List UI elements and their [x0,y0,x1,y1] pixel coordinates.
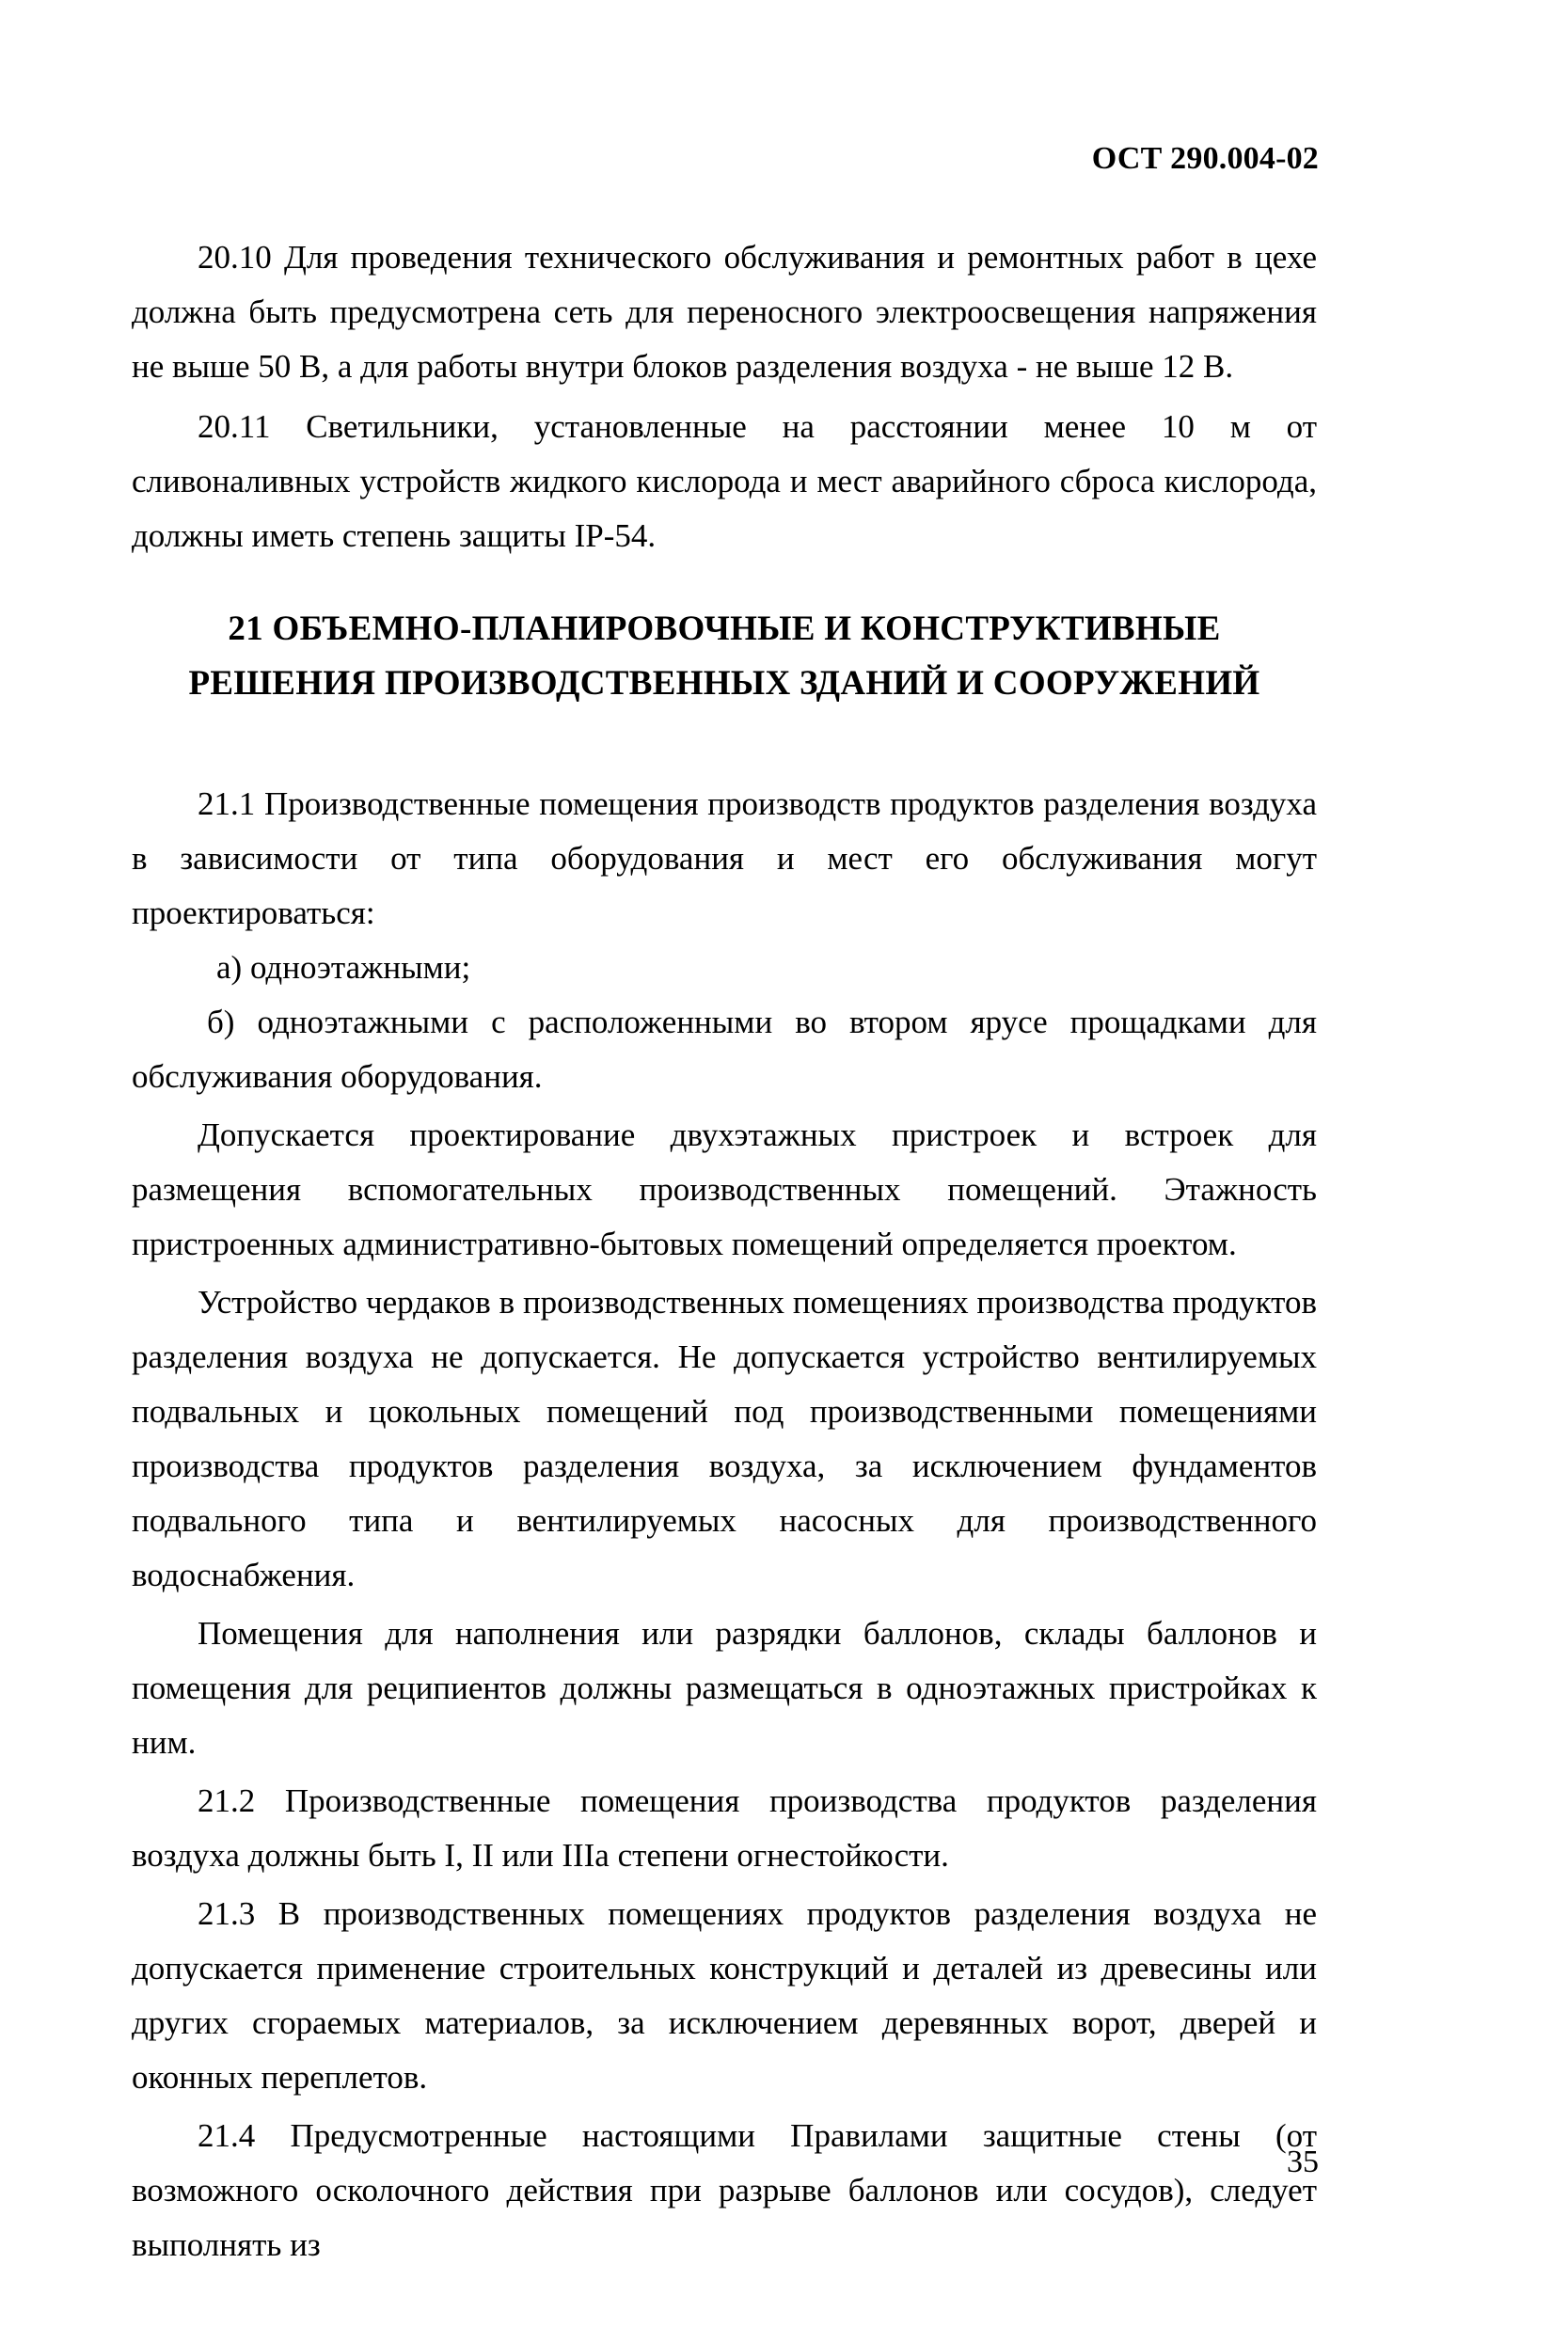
list-item-a: а) одноэтажными; [216,949,471,986]
page-number: 35 [1287,2145,1319,2179]
list-item-b: б) одноэтажными с расположенными во втором ярусе прощадками для обслуживания оборудования. [132,1004,1317,1095]
heading-line-2: РЕШЕНИЯ ПРОИЗВОДСТВЕННЫХ ЗДАНИЙ И СООРУЖЕНИЙ [188,664,1260,703]
paragraph-21-2: 21.2 Производственные помещения производства продуктов разделения воздуха должны быть I, II или IIIа степени огнестойкости. [132,1782,1317,1874]
paragraph-20-11: 20.11 Светильники, установленные на расстоянии менее 10 м от сливоналивных устройств жидкого кислорода и мест аварийного сброса кислорода, должны иметь степень защиты IP-54. [132,408,1317,554]
heading-line-1: 21 ОБЪЕМНО-ПЛАНИРОВОЧНЫЕ И КОНСТРУКТИВНЫЕ [228,609,1221,648]
section-21-heading [132,602,1317,711]
document-code: ОСТ 290.004-02 [1091,141,1319,176]
paragraph-two-storey: Допускается проектирование двухэтажных пристроек и встроек для размещения вспомогательных производственных помещений. Этажность пристроенных административно-бытовых помещений определяется проектом. [132,1116,1317,1262]
paragraph-21-1: 21.1 Производственные помещения производств продуктов разделения воздуха в зависимости от типа оборудования и мест его обслуживания могут проектироваться: [132,785,1317,931]
paragraph-21-3: 21.3 В производственных помещениях продуктов разделения воздуха не допускается применение строительных конструкций и деталей из древесины или других сгораемых материалов, за исключением деревянных ворот, дверей и оконных переплетов. [132,1895,1317,2096]
paragraph-attics: Устройство чердаков в производственных помещениях производства продуктов разделения воздуха не допускается. Не допускается устройство вентилируемых подвальных и цокольных помещений под производственными помещениями производства продуктов разделения воздуха, за исключением фундаментов подвального типа и вентилируемых насосных для производственного водоснабжения. [132,1284,1317,1593]
paragraph-cylinders: Помещения для наполнения или разрядки баллонов, склады баллонов и помещения для реципиентов должны размещаться в одноэтажных пристройках к ним. [132,1615,1317,1761]
section-20-text [132,230,1317,563]
paragraph-20-10: 20.10 Для проведения технического обслуживания и ремонтных работ в цехе должна быть предусмотрена сеть для переносного электроосвещения напряжения не выше 50 В, а для работы внутри блоков разделения воздуха - не выше 12 В. [132,239,1317,385]
paragraph-21-4: 21.4 Предусмотренные настоящими Правилами защитные стены (от возможного осколочного действия при разрыве баллонов или сосудов), следует выполнять из [132,2117,1317,2263]
section-21-text [132,777,1317,2272]
